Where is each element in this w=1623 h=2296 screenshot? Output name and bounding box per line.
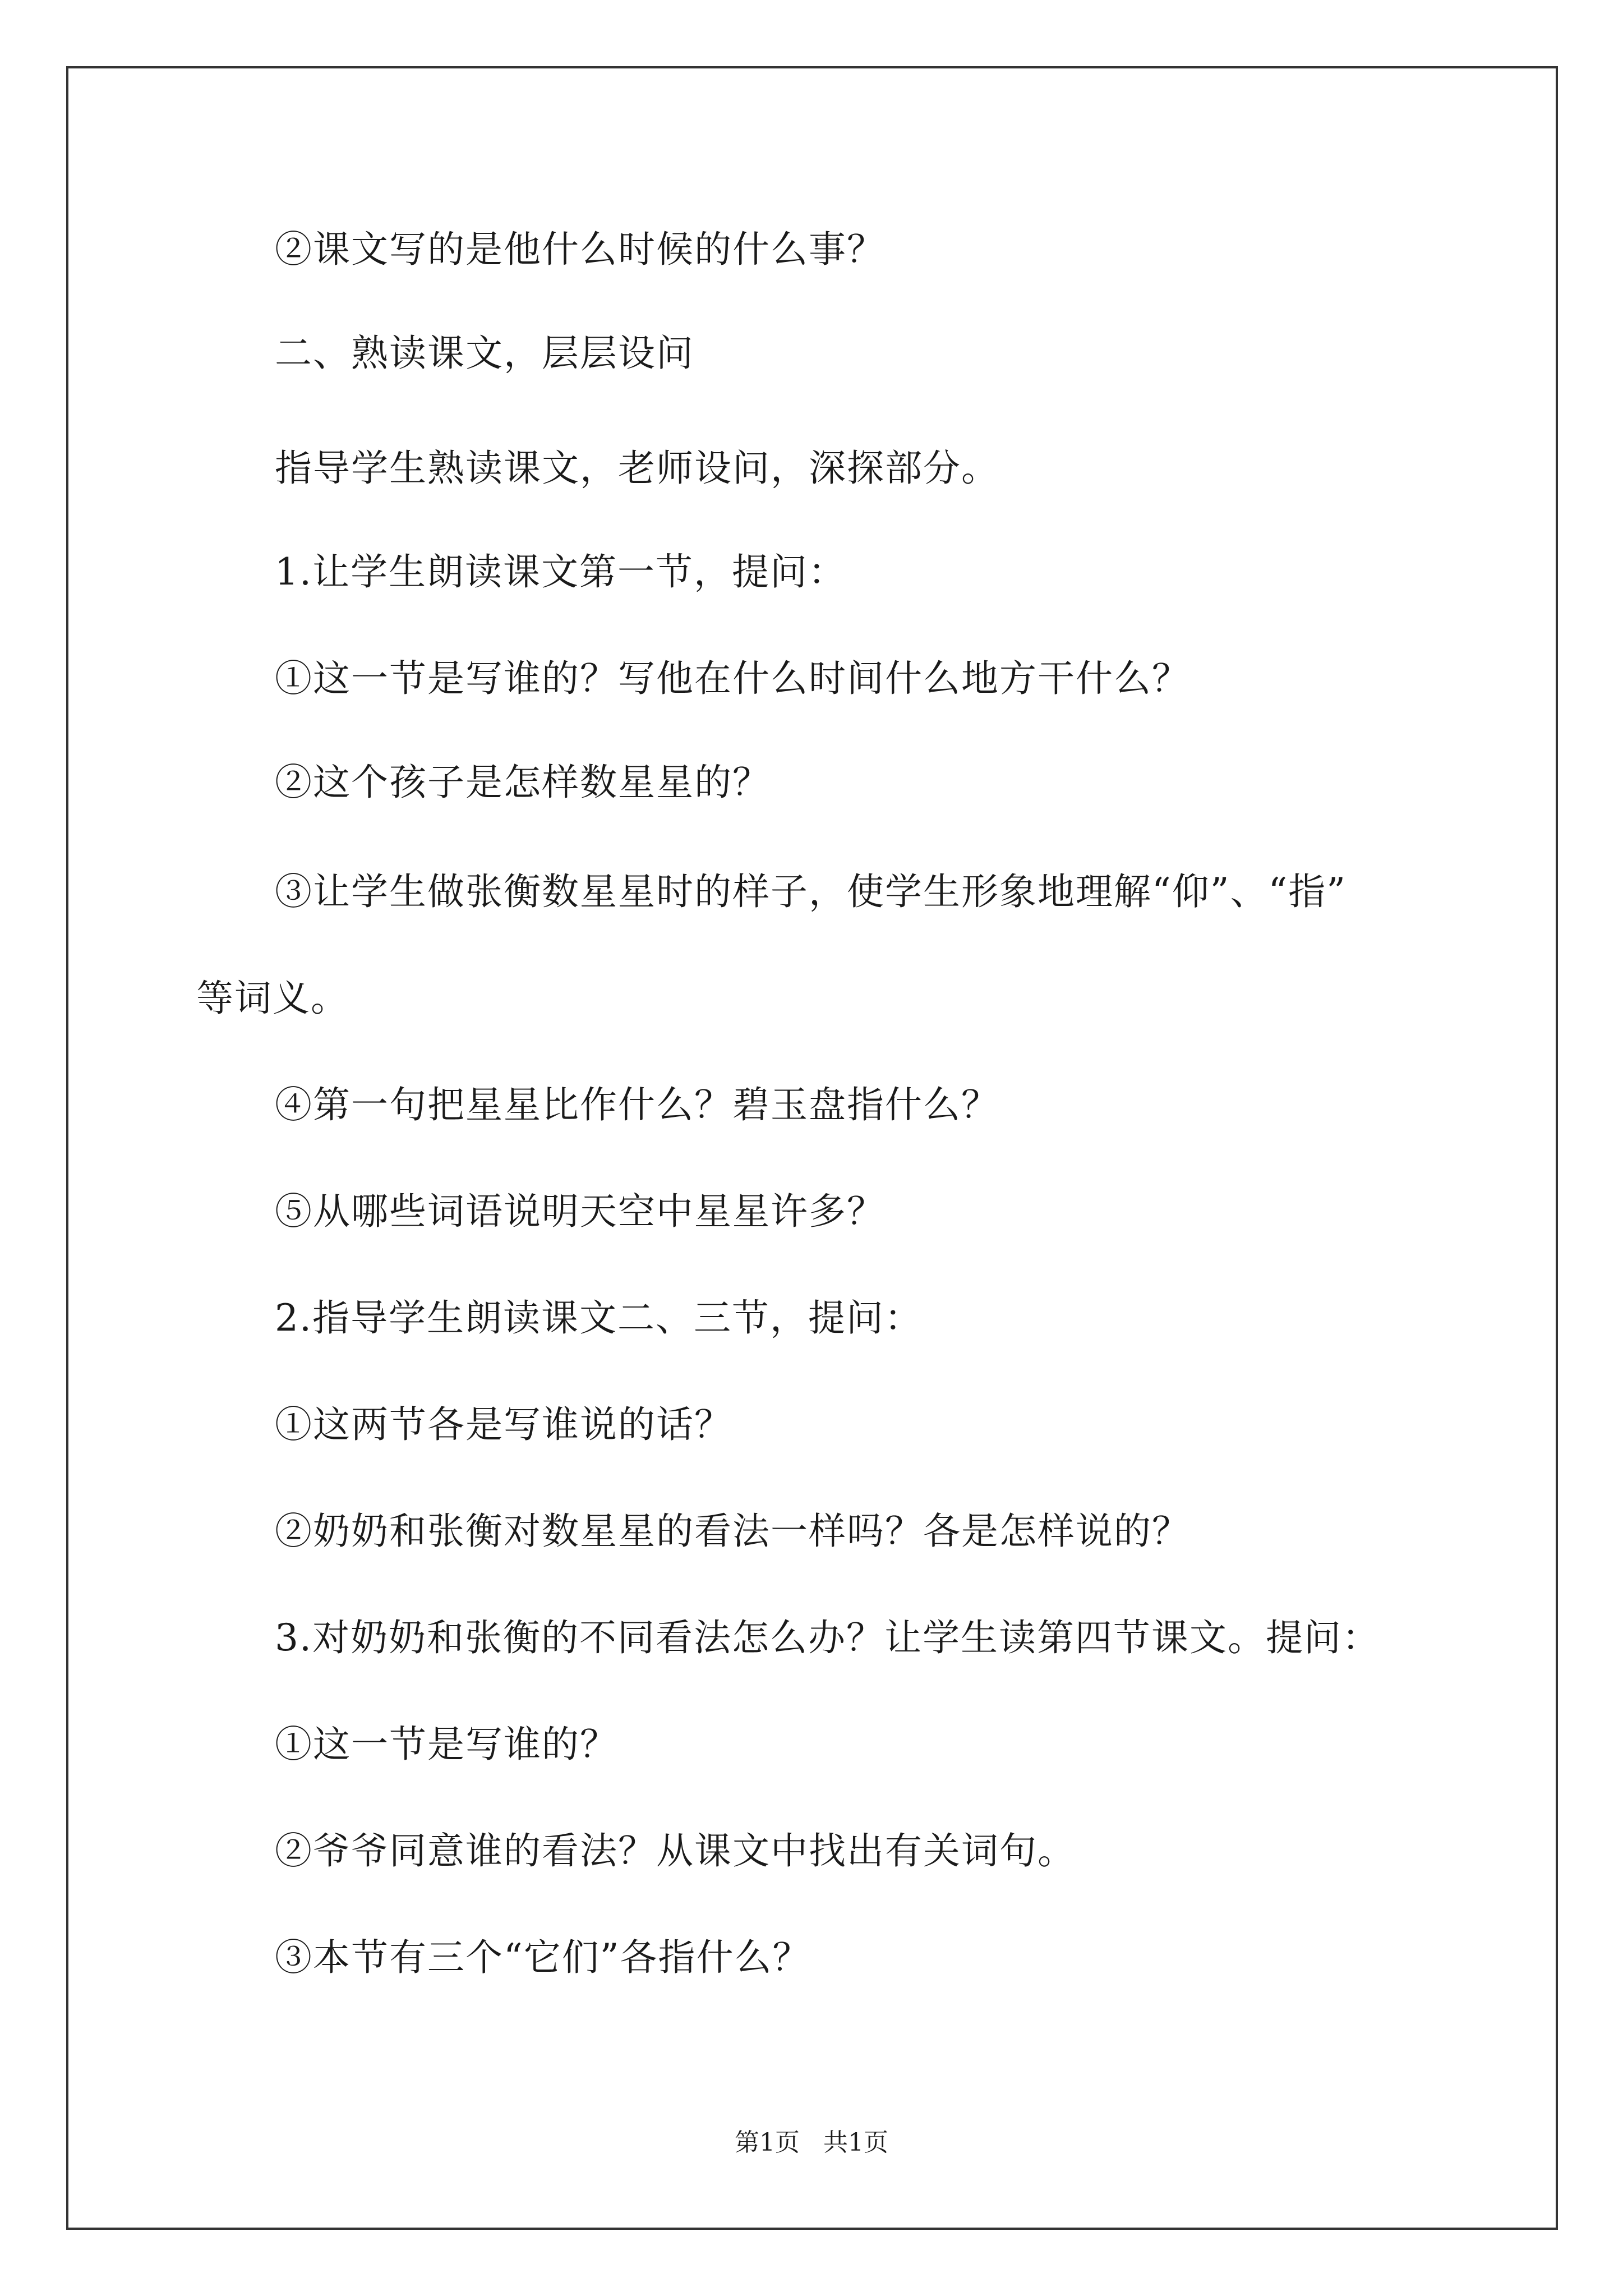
- text-line: ②课文写的是他什么时候的什么事？: [275, 228, 885, 271]
- text-line: ③本节有三个“它们”各指什么？: [275, 1936, 811, 1979]
- text-line: 等词义。: [196, 977, 349, 1020]
- text-line: ②爷爷同意谁的看法？从课文中找出有关词句。: [275, 1829, 1076, 1872]
- page-footer: 第1页 共1页: [735, 2128, 888, 2157]
- text-line: 3.对奶奶和张衡的不同看法怎么办？让学生读第四节课文。提问：: [275, 1616, 1380, 1659]
- text-line: ⑤从哪些词语说明天空中星星许多？: [275, 1190, 885, 1233]
- text-line: ④第一句把星星比作什么？碧玉盘指什么？: [275, 1083, 999, 1126]
- text-line: ①这一节是写谁的？写他在什么时间什么地方干什么？: [275, 657, 1190, 700]
- text-line: ②奶奶和张衡对数星星的看法一样吗？各是怎样说的？: [275, 1510, 1190, 1553]
- text-line: ②这个孩子是怎样数星星的？: [275, 761, 771, 804]
- page-border: [66, 66, 1558, 2230]
- text-line: 2.指导学生朗读课文二、三节，提问：: [275, 1296, 923, 1340]
- text-line: ①这一节是写谁的？: [275, 1723, 618, 1766]
- text-line: ③让学生做张衡数星星时的样子，使学生形象地理解“仰”、“指”: [275, 870, 1347, 913]
- text-line: ①这两节各是写谁说的话？: [275, 1403, 732, 1446]
- section-heading: 二、熟读课文，层层设问: [275, 332, 694, 375]
- text-line: 指导学生熟读课文，老师设问，深探部分。: [275, 447, 999, 490]
- text-line: 1.让学生朗读课文第一节，提问：: [275, 550, 846, 593]
